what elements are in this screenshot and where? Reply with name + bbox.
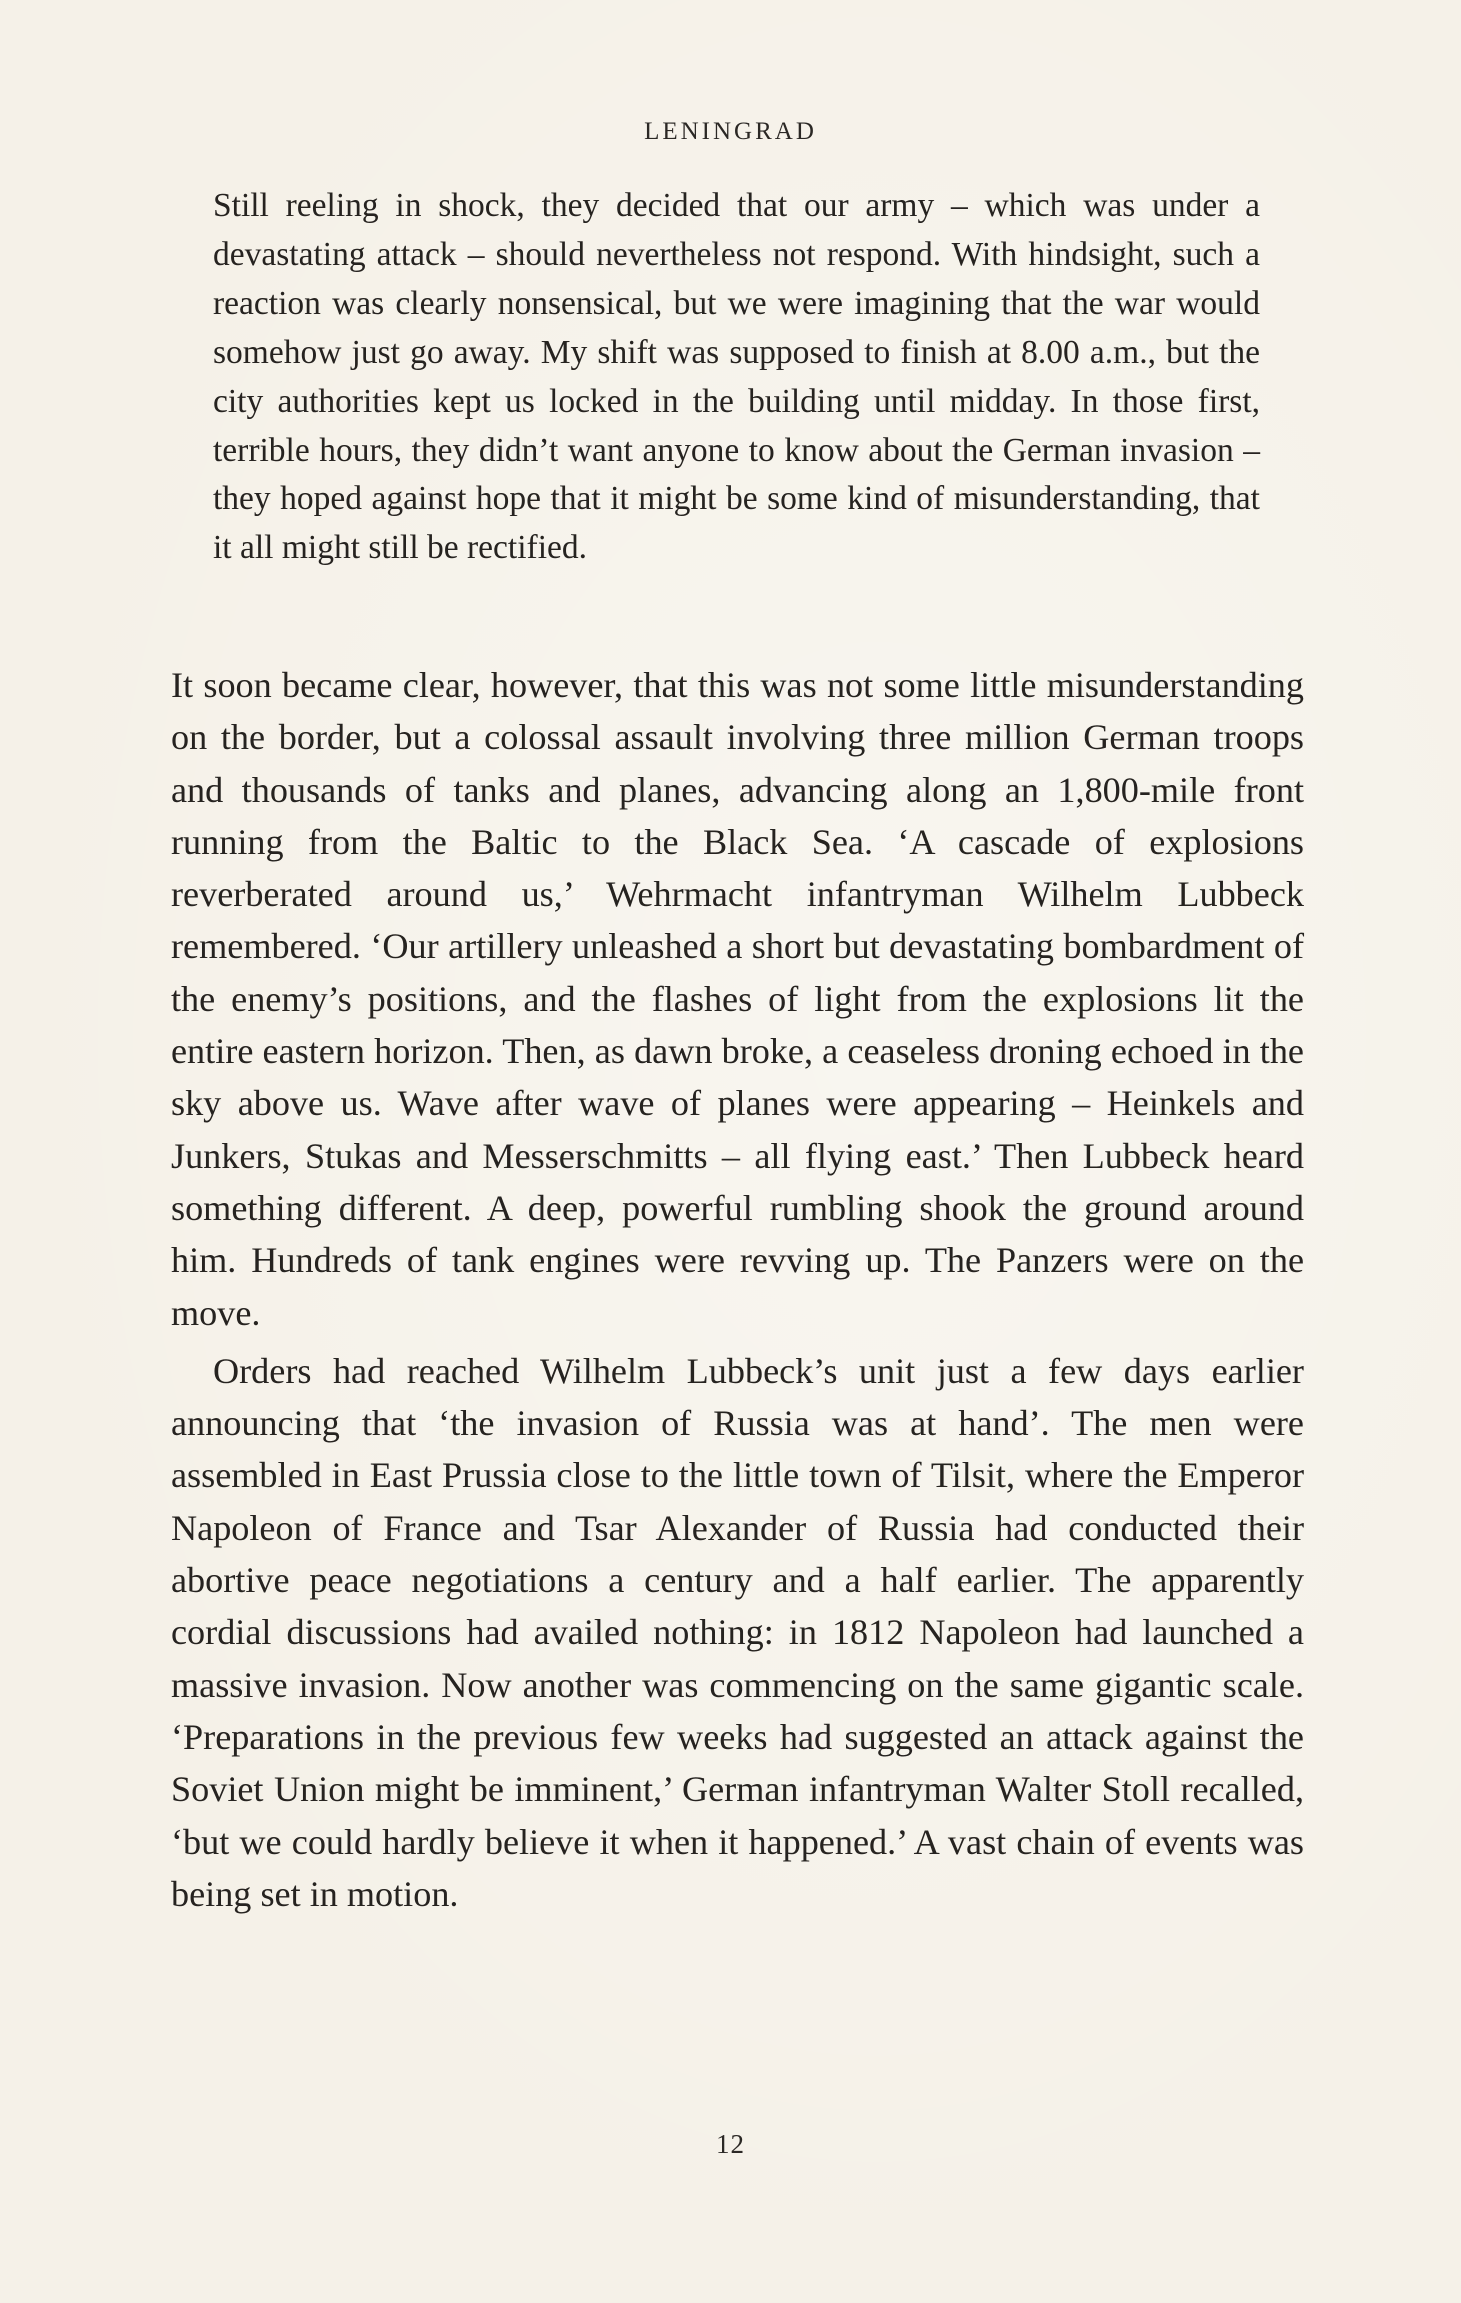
body-paragraph-1: It soon became clear, however, that this was not some little misunderstanding on the border, but a colossal assault involving three million German troops and thousands of tanks and planes, advancing along an 1,800-mile front running from the Baltic to the Black Sea. ‘A cascade of explosions reverberated around us,’ Wehrmacht infantryman Wilhelm Lubbeck remembered. ‘Our artillery unleashed a short but devastating bombardment of the enemy’s positions, and the flashes of light from the explosions lit the entire eastern horizon. Then, as dawn broke, a ceaseless droning echoed in the sky above us. Wave after wave of planes were appearing – Heinkels and Junkers, Stukas and Messerschmitts – all flying east.’ Then Lubbeck heard something different. A deep, powerful rumbling shook the ground around him. Hundreds of tank engines were revving up. The Panzers were on the move. xyxy=(171,665,1304,1333)
body-paragraph-2: Orders had reached Wilhelm Lubbeck’s unit just a few days earlier announcing that ‘the invasion of Russia was at hand’. The men were assembled in East Prussia close to the little town of Tilsit, where the Emperor Napoleon of France and Tsar Alexander of Russia had conducted their abortive peace negotiations a century and a half earlier. The apparently cordial discussions had availed nothing: in 1812 Napoleon had launched a massive invasion. Now another was commencing on the same gigantic scale. ‘Preparations in the previous few weeks had suggested an attack against the Soviet Union might be imminent,’ German infantryman Walter Stoll recalled, ‘but we could hardly believe it when it happened.’ A vast chain of events was being set in motion. xyxy=(171,1350,1304,1914)
body-text xyxy=(171,659,1304,1920)
block-quote xyxy=(213,182,1260,573)
quote-paragraph: Still reeling in shock, they decided that our army – which was under a devastating attack – should nevertheless not respond. With hindsight, such a reaction was clearly nonsensical, but we were imagining that the war would somehow just go away. My shift was supposed to finish at 8.00 a.m., but the city authorities kept us locked in the building until midday. In those first, terrible hours, they didn’t want anyone to know about the German invasion – they hoped against hope that it might be some kind of misunderstanding, that it all might still be rectified. xyxy=(213,187,1260,567)
running-head: LENINGRAD xyxy=(644,118,817,145)
page-number: 12 xyxy=(716,2129,745,2159)
